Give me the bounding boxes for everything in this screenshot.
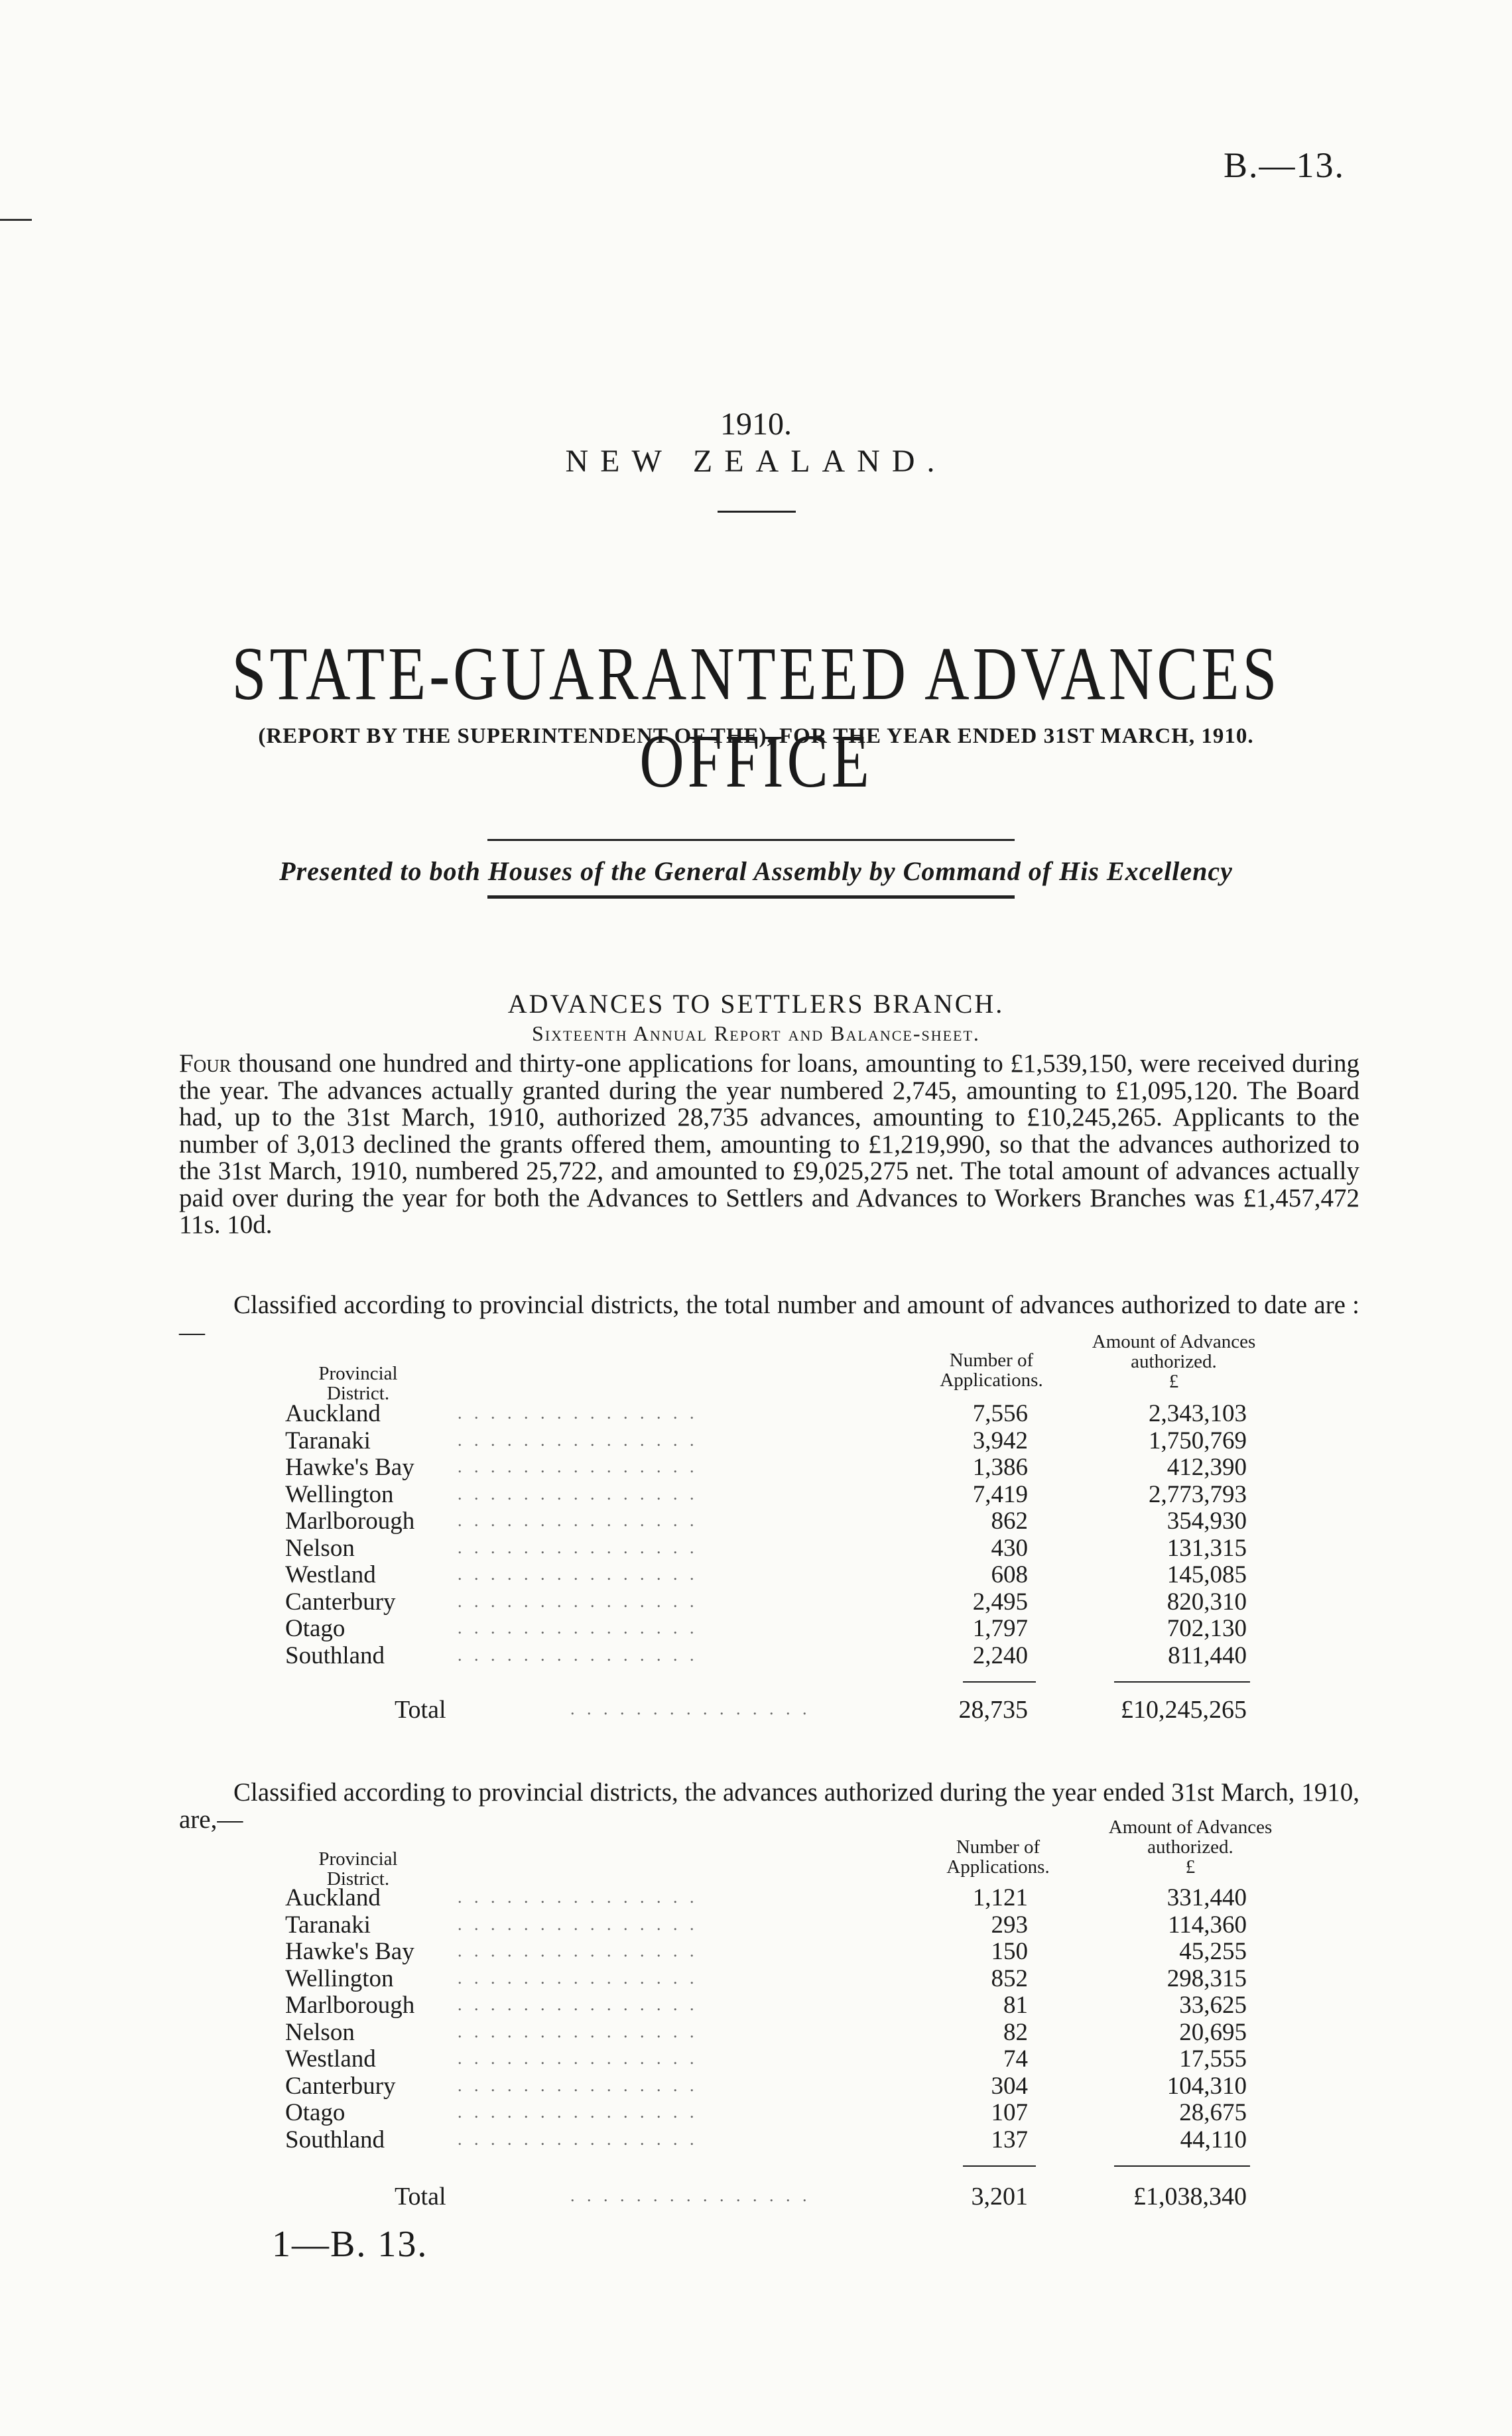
leader-dots: . . . . . . . . . . . . . . . [458, 1941, 698, 1960]
total-applications: 28,735 [958, 1696, 1028, 1724]
district-name: Wellington [285, 1480, 394, 1508]
table1-header-number: Number of Applications. [940, 1350, 1043, 1391]
leader-dots: . . . . . . . . . . . . . . . [458, 1888, 698, 1907]
table2-amount-rule [1114, 2165, 1250, 2167]
document-country: NEW ZEALAND. [565, 444, 947, 479]
table1-amount-rule [1114, 1681, 1250, 1683]
table-row [0, 1399, 1512, 1427]
advances-amount: 298,315 [1166, 1964, 1247, 1992]
table-row [0, 1588, 1512, 1615]
applications-count: 1,121 [972, 1884, 1028, 1911]
applications-count: 82 [1003, 2018, 1028, 2046]
table1-number-rule [963, 1681, 1036, 1683]
leader-dots: . . . . . . . . . . . . . . . [458, 2049, 698, 2068]
document-title: STATE-GUARANTEED ADVANCES OFFICE [231, 631, 1281, 803]
leader-dots: . . . . . . . . . . . . . . . [458, 1403, 698, 1423]
table-row [0, 1427, 1512, 1454]
report-paragraph [179, 1051, 1359, 1239]
advances-amount: 145,085 [1166, 1561, 1247, 1588]
district-name: Auckland [285, 1400, 381, 1427]
district-name: Nelson [285, 2018, 355, 2046]
table-row [0, 1561, 1512, 1588]
leader-dots: . . . . . . . . . . . . . . . [570, 2186, 811, 2205]
advances-amount: 354,930 [1166, 1507, 1247, 1535]
applications-count: 2,495 [972, 1588, 1028, 1616]
applications-count: 7,419 [972, 1480, 1028, 1508]
district-name: Nelson [285, 1534, 355, 1562]
table-row [0, 1534, 1512, 1561]
total-amount: £1,038,340 [1133, 2183, 1247, 2211]
advances-amount: 114,360 [1168, 1911, 1247, 1939]
presented-line: Presented to both Houses of the General Assembly by Command of His Excellency [279, 856, 1233, 886]
table-row [0, 1964, 1512, 1992]
district-name: Otago [285, 2099, 346, 2126]
applications-count: 7,556 [972, 1400, 1028, 1427]
leader-dots: . . . . . . . . . . . . . . . [458, 2075, 698, 2095]
branch-title: ADVANCES TO SETTLERS BRANCH. [507, 989, 1005, 1019]
advances-amount: 412,390 [1166, 1454, 1247, 1481]
advances-amount: 45,255 [1179, 1938, 1247, 1965]
applications-count: 150 [991, 1938, 1028, 1965]
leader-dots: . . . . . . . . . . . . . . . [458, 1457, 698, 1476]
leader-dots: . . . . . . . . . . . . . . . [458, 2021, 698, 2041]
leader-dots: . . . . . . . . . . . . . . . [458, 1968, 698, 1988]
advances-amount: 811,440 [1168, 1641, 1247, 1669]
applications-count: 304 [991, 2072, 1028, 2100]
table-row [0, 1641, 1512, 1669]
branch-subtitle: Sixteenth Annual Report and Balance-sheet. [532, 1021, 980, 1045]
leader-dots: . . . . . . . . . . . . . . . [458, 1591, 698, 1611]
advances-amount: 33,625 [1179, 1992, 1247, 2019]
advances-amount: 331,440 [1166, 1884, 1247, 1911]
leader-dots: . . . . . . . . . . . . . . . [458, 1484, 698, 1504]
paragraph-text: thousand one hundred and thirty-one applications for loans, amounting to £1,539,150, were received during the year. The advances actually granted during the year numbered 2,745, amounting to £1,095,120. The Board had, up to the 31st March, 1910, authorized 28,735 advances, amounting to £10,245,265. Applicants to the number of 3,013 declined the grants offered them, amounting to £1,219,990, so that the advances authorized to the 31st March, 1910, numbered 25,722, and amounted to £9,025,275 net. The total amount of advances actually paid over during the year for both the Advances to Settlers and Advances to Workers Branches was £1,457,472 11s. 10d. [179, 1049, 1359, 1239]
table2-header-currency: £ [1185, 1856, 1196, 1878]
leader-dots: . . . . . . . . . . . . . . . [458, 2129, 698, 2149]
district-name: Taranaki [285, 1911, 371, 1939]
table2-intro: Classified according to provincial districts, the advances authorized during the year ended 31st March, 1910, are,— [179, 1778, 1359, 1834]
applications-count: 137 [991, 2126, 1028, 2153]
table2-header-number: Number of Applications. [946, 1836, 1050, 1878]
table2-header-amount: Amount of Advances authorized. [1108, 1817, 1273, 1858]
applications-count: 74 [1003, 2045, 1028, 2073]
district-name: Otago [285, 1615, 346, 1642]
table2-number-rule [963, 2165, 1036, 2167]
table-row [0, 2072, 1512, 2099]
applications-count: 2,240 [972, 1641, 1028, 1669]
advances-amount: 17,555 [1179, 2045, 1247, 2073]
applications-count: 107 [991, 2099, 1028, 2126]
advances-amount: 104,310 [1166, 2072, 1247, 2100]
advances-amount: 44,110 [1180, 2126, 1247, 2153]
table-row [0, 2098, 1512, 2126]
applications-count: 1,386 [972, 1454, 1028, 1481]
advances-amount: 2,773,793 [1149, 1480, 1247, 1508]
presented-rule-top [487, 839, 1015, 841]
leader-dots: . . . . . . . . . . . . . . . [458, 1618, 698, 1637]
district-name: Canterbury [285, 2072, 396, 2100]
total-label: Total [395, 2183, 446, 2211]
table1-intro: Classified according to provincial districts, the total number and amount of advances authorized to date are :— [179, 1291, 1359, 1346]
document-subtitle: (REPORT BY THE SUPERINTENDENT OF THE), FOR THE YEAR ENDED 31ST MARCH, 1910. [258, 724, 1254, 748]
leader-dots: . . . . . . . . . . . . . . . [570, 1699, 811, 1718]
page-folio: 1—B. 13. [272, 2224, 428, 2265]
applications-count: 3,942 [972, 1427, 1028, 1454]
district-name: Hawke's Bay [285, 1454, 414, 1481]
advances-amount: 702,130 [1166, 1615, 1247, 1642]
total-amount: £10,245,265 [1121, 1696, 1247, 1724]
applications-count: 430 [991, 1534, 1028, 1562]
advances-amount: 1,750,769 [1149, 1427, 1247, 1454]
table1-header-district: Provincial District. [318, 1363, 398, 1404]
table-row [0, 1991, 1512, 2018]
applications-count: 608 [991, 1561, 1028, 1588]
advances-amount: 131,315 [1166, 1534, 1247, 1562]
district-name: Canterbury [285, 1588, 396, 1616]
table1-header-currency: £ [1168, 1371, 1179, 1392]
table-row [0, 2018, 1512, 2045]
district-name: Taranaki [285, 1427, 371, 1454]
leader-dots: . . . . . . . . . . . . . . . [458, 1565, 698, 1584]
table-row [0, 2045, 1512, 2072]
table-row [0, 2126, 1512, 2153]
table-total-row [0, 1695, 1512, 1722]
table-row [0, 1614, 1512, 1641]
leader-dots: . . . . . . . . . . . . . . . [458, 1511, 698, 1530]
applications-count: 862 [991, 1507, 1028, 1535]
total-label: Total [395, 1696, 446, 1724]
table1-header-amount: Amount of Advances authorized. [1092, 1331, 1256, 1372]
district-name: Southland [285, 2126, 385, 2153]
leader-dots: . . . . . . . . . . . . . . . [458, 2102, 698, 2122]
district-name: Westland [285, 1561, 376, 1588]
district-name: Wellington [285, 1964, 394, 1992]
margin-mark [0, 219, 32, 221]
table-row [0, 1453, 1512, 1480]
table-row [0, 1937, 1512, 1964]
total-applications: 3,201 [971, 2183, 1028, 2211]
leader-dots: . . . . . . . . . . . . . . . [458, 1914, 698, 1934]
leader-dots: . . . . . . . . . . . . . . . [458, 1430, 698, 1450]
table2-header-district: Provincial District. [318, 1848, 398, 1890]
advances-amount: 20,695 [1179, 2018, 1247, 2046]
leader-dots: . . . . . . . . . . . . . . . [458, 1537, 698, 1557]
table-row [0, 1911, 1512, 1938]
header-rule [718, 511, 796, 513]
table-row [0, 1507, 1512, 1534]
district-name: Hawke's Bay [285, 1938, 414, 1965]
applications-count: 1,797 [972, 1615, 1028, 1642]
applications-count: 852 [991, 1964, 1028, 1992]
advances-amount: 28,675 [1179, 2099, 1247, 2126]
table-total-row [0, 2182, 1512, 2209]
applications-count: 81 [1003, 1992, 1028, 2019]
table-row [0, 1884, 1512, 1911]
district-name: Southland [285, 1641, 385, 1669]
document-reference: B.—13. [1223, 145, 1345, 185]
leader-dots: . . . . . . . . . . . . . . . [458, 1645, 698, 1665]
advances-amount: 820,310 [1166, 1588, 1247, 1616]
district-name: Marlborough [285, 1992, 415, 2019]
advances-amount: 2,343,103 [1149, 1400, 1247, 1427]
paragraph-lead: Four [179, 1049, 231, 1078]
document-year: 1910. [720, 407, 792, 442]
district-name: Westland [285, 2045, 376, 2073]
district-name: Auckland [285, 1884, 381, 1911]
leader-dots: . . . . . . . . . . . . . . . [458, 1995, 698, 2014]
table-row [0, 1480, 1512, 1507]
district-name: Marlborough [285, 1507, 415, 1535]
applications-count: 293 [991, 1911, 1028, 1939]
presented-rule-bottom [487, 895, 1015, 899]
